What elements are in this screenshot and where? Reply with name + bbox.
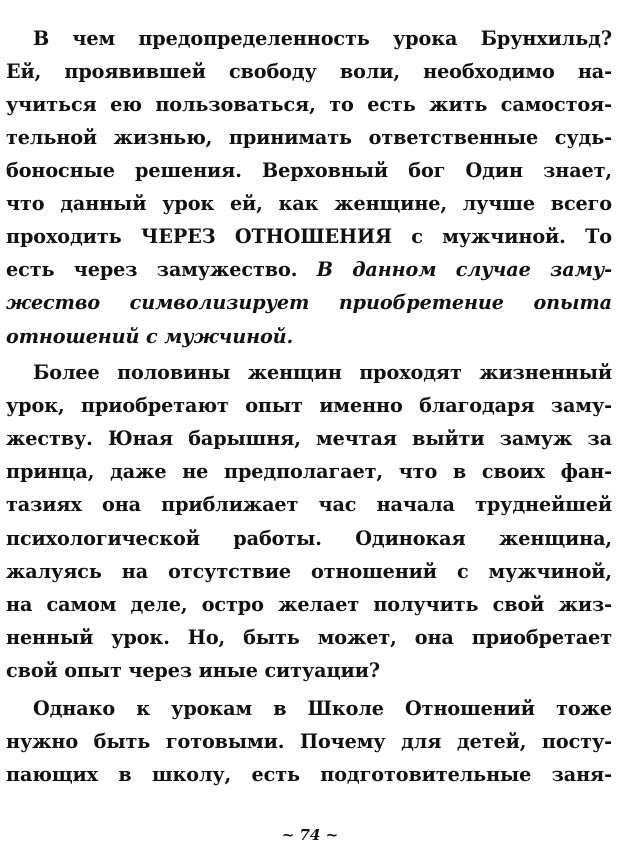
text-line	[6, 286, 612, 320]
text-line	[6, 488, 612, 522]
line-text: В чем предопределенность урока Брунхильд?	[33, 27, 612, 50]
line-text: урок, приобретают опыт именно благодаря заму-	[6, 394, 612, 417]
emphasized-text: В данном случае заму-	[316, 258, 612, 281]
text-line	[33, 692, 612, 726]
emphasized-text: жество символизирует приобретение опыта	[6, 291, 612, 314]
line-text: на самом деле, остро желает получить свой жиз-	[6, 593, 612, 616]
text-line	[6, 220, 612, 254]
text-line	[6, 725, 612, 759]
line-text: учиться ею пользоваться, то есть жить самостоя-	[6, 93, 612, 116]
line-text: Однако к урокам в Школе Отношений тоже	[33, 697, 612, 720]
text-line	[6, 522, 612, 556]
line-text: ненный урок. Но, быть может, она приобретает	[6, 626, 612, 649]
text-line	[6, 154, 612, 188]
line-text: проходить ЧЕРЕЗ ОТНОШЕНИЯ с мужчиной. То	[6, 225, 612, 248]
line-text: пающих в школу, есть подготовительные заня-	[6, 763, 612, 786]
line-text: свой опыт через иные ситуации?	[6, 659, 380, 682]
line-text: тельной жизнью, принимать ответственные судь-	[6, 126, 612, 149]
line-text: принца, даже не предполагает, что в своих фан-	[6, 460, 612, 483]
text-line	[6, 320, 612, 354]
line-text: жалуясь на отсутствие отношений с мужчиной,	[6, 560, 612, 583]
text-line	[6, 187, 612, 221]
text-line	[6, 455, 612, 489]
text-line	[6, 758, 612, 792]
text-line	[6, 621, 612, 655]
line-text: Ей, проявившей свободу воли, необходимо на-	[6, 60, 612, 83]
line-text: жеству. Юная барышня, мечтая выйти замуж за	[6, 427, 612, 450]
text-line	[6, 88, 612, 122]
line-text: что данный урок ей, как женщине, лучше всего	[6, 192, 612, 215]
line-text: Более половины женщин проходят жизненный	[33, 361, 612, 384]
text-line	[33, 356, 612, 390]
text-line	[6, 555, 612, 589]
text-line	[6, 588, 612, 622]
text-line	[6, 55, 612, 89]
text-line	[6, 121, 612, 155]
text-line	[6, 654, 612, 688]
text-line	[6, 389, 612, 423]
line-text: психологической работы. Одинокая женщина,	[6, 527, 612, 550]
text-line	[33, 22, 612, 56]
line-text: боносные решения. Верховный бог Один знает,	[6, 159, 612, 182]
line-text: тазиях она приближает час начала труднейшей	[6, 493, 612, 516]
page-number: ~ 74 ~	[281, 826, 339, 844]
emphasized-text: отношений с мужчиной.	[6, 325, 294, 348]
line-text: есть через замужество.	[6, 258, 317, 281]
text-line	[6, 253, 612, 287]
text-line	[6, 422, 612, 456]
line-text: нужно быть готовыми. Почему для детей, посту-	[6, 730, 612, 753]
